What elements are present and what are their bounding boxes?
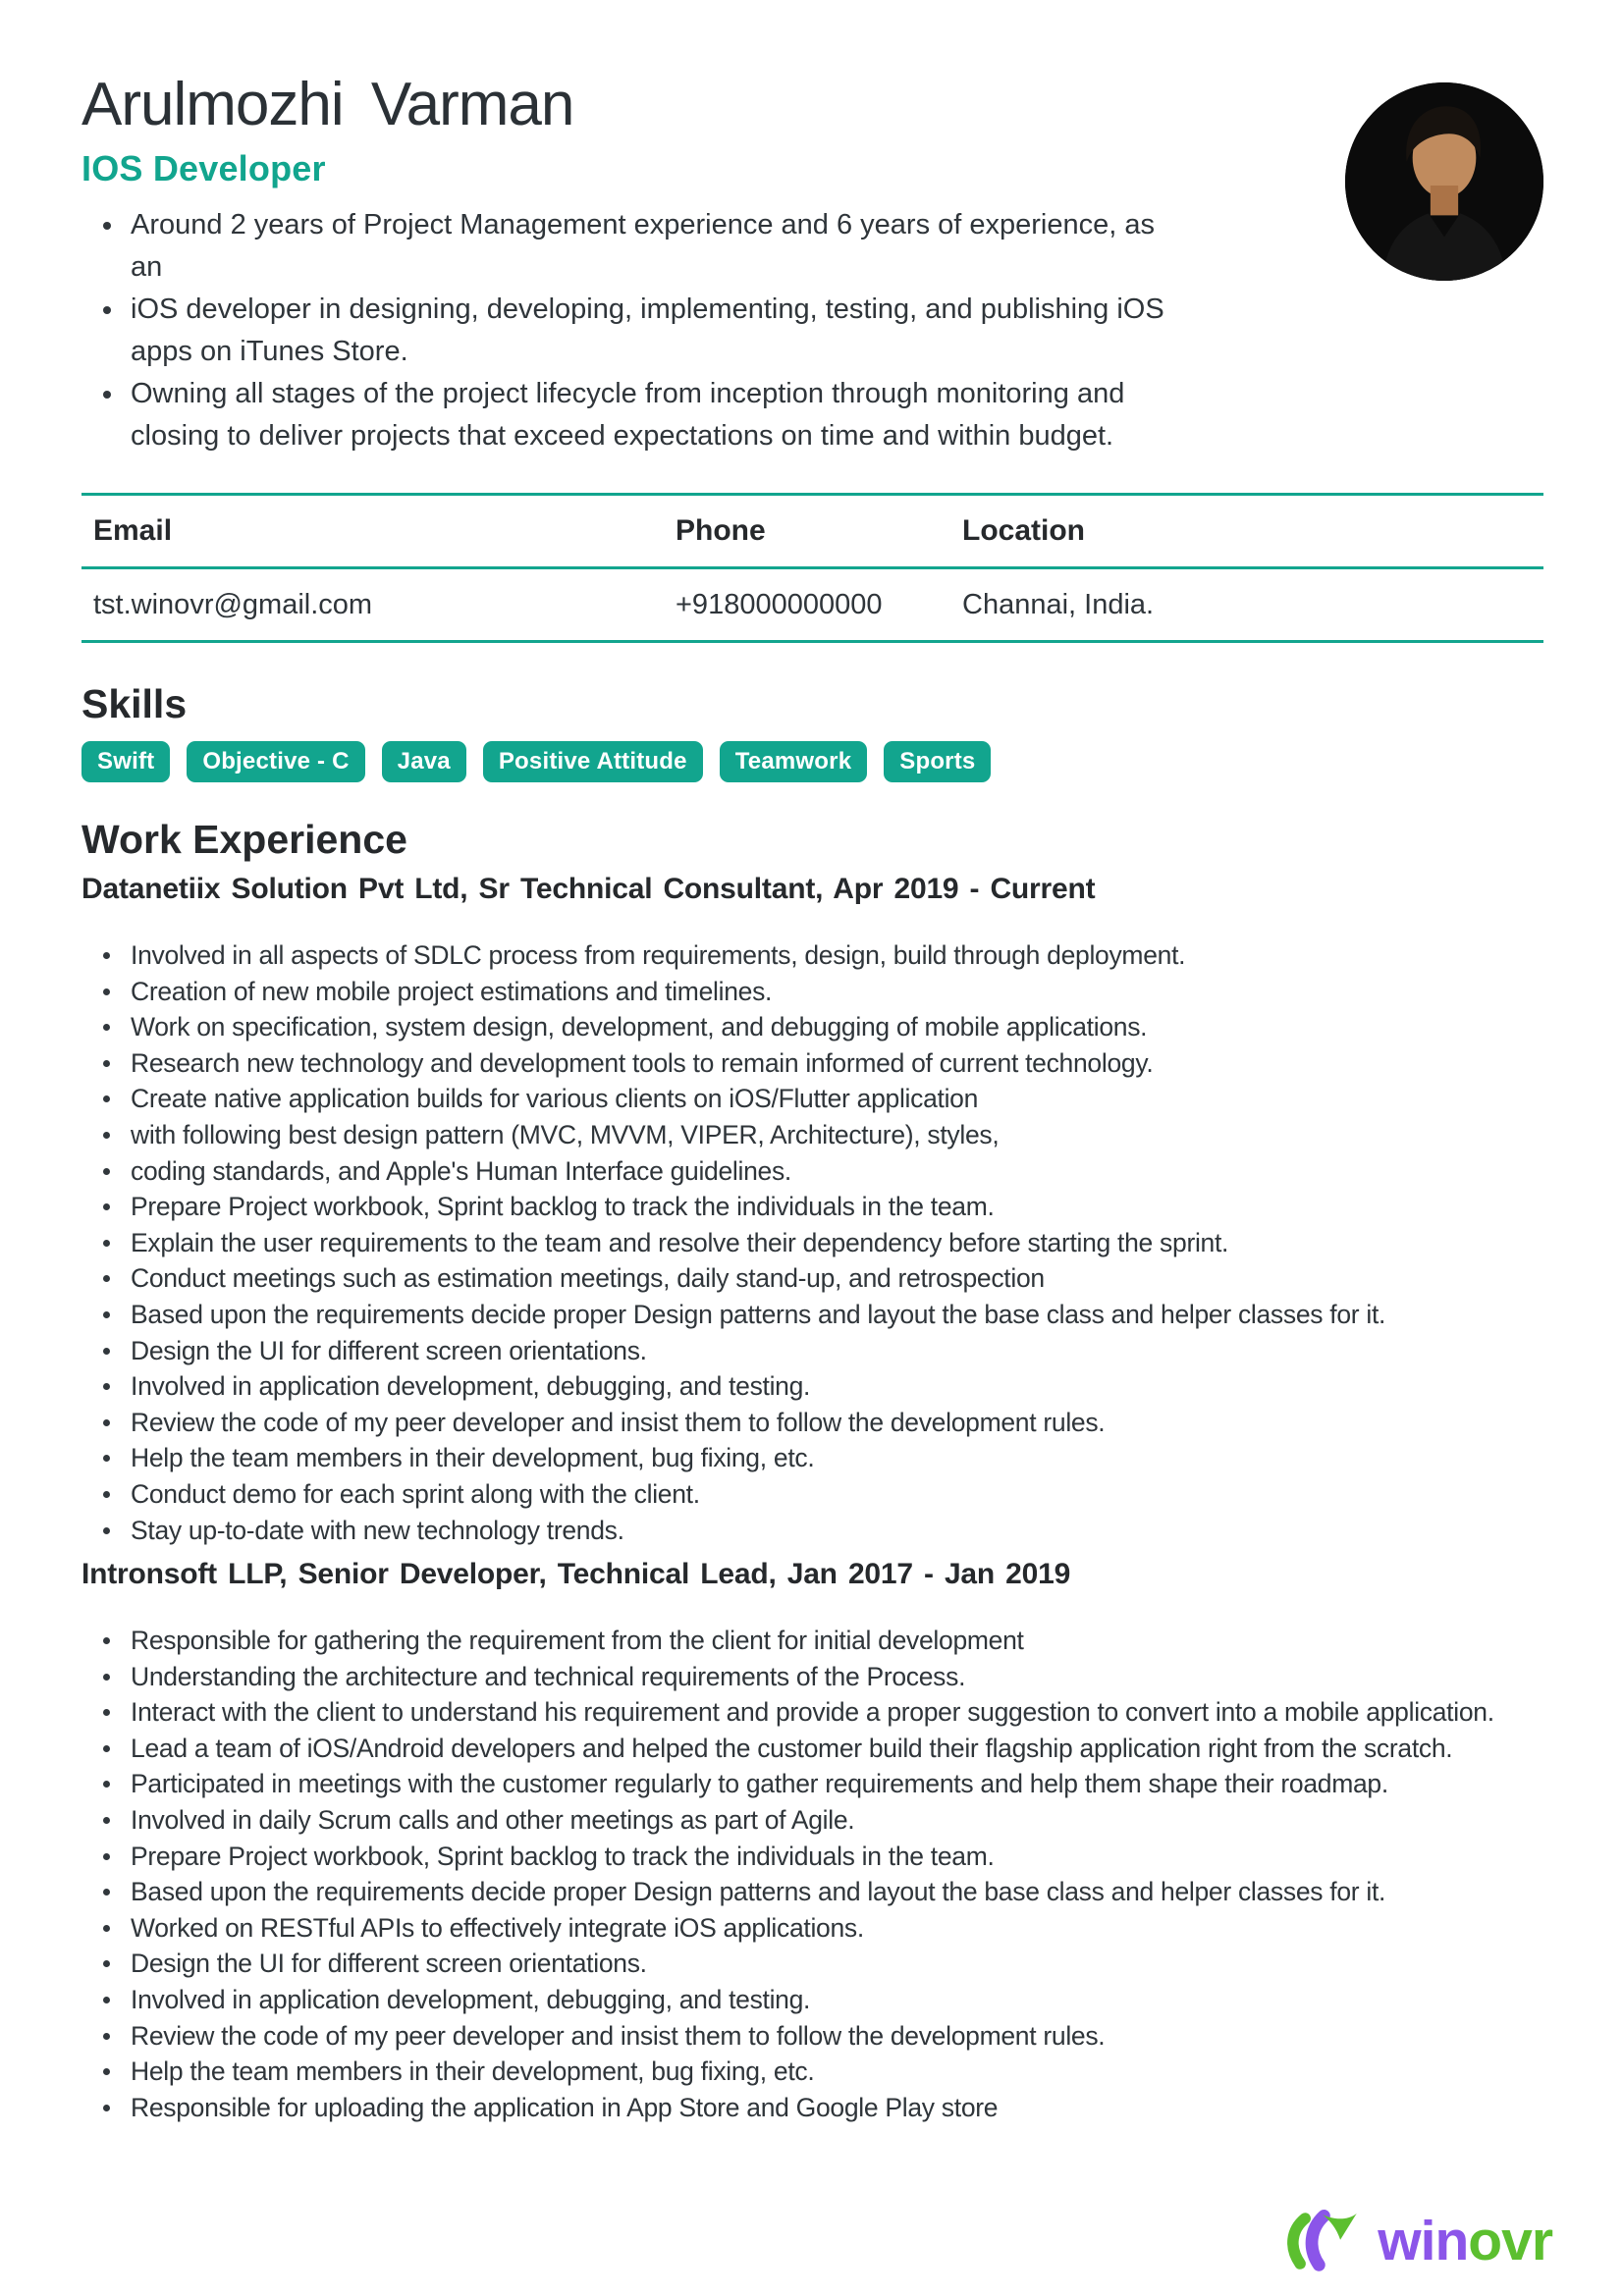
- job-bullet-item: Explain the user requirements to the team and resolve their dependency before starting the sprint.: [81, 1225, 1543, 1261]
- contact-value-row: [81, 569, 1543, 643]
- summary-item: Around 2 years of Project Management experience and 6 years of experience, as an: [81, 204, 1181, 289]
- job-bullet-list: [81, 937, 1543, 1548]
- job-bullet-item: Involved in application development, debugging, and testing.: [81, 1368, 1543, 1405]
- job-bullet-item: Review the code of my peer developer and insist them to follow the development rules.: [81, 1405, 1543, 1441]
- job-bullet-item: Responsible for gathering the requirement from the client for initial development: [81, 1623, 1543, 1659]
- job-heading: Datanetiix Solution Pvt Ltd, Sr Technical Consultant, Apr 2019 - Current: [81, 873, 1096, 905]
- job-bullet-item: Understanding the architecture and technical requirements of the Process.: [81, 1659, 1543, 1695]
- work-experience-heading: Work Experience: [81, 817, 407, 862]
- job-bullet-item: Design the UI for different screen orientations.: [81, 1946, 1543, 1982]
- job-bullet-item: Participated in meetings with the customer regularly to gather requirements and help them shape their roadmap.: [81, 1766, 1543, 1802]
- job-bullet-item: Lead a team of iOS/Android developers and helped the customer build their flagship application right from the scratch.: [81, 1731, 1543, 1767]
- job-bullet-item: Creation of new mobile project estimations and timelines.: [81, 974, 1543, 1010]
- jobs: [81, 873, 1543, 2125]
- header-text: [81, 0, 1345, 457]
- job-title: IOS Developer: [81, 148, 326, 188]
- job-bullet-item: Interact with the client to understand his requirement and provide a proper suggestion to convert into a mobile application.: [81, 1694, 1543, 1731]
- skills-heading: Skills: [81, 681, 188, 726]
- job-bullet-item: Involved in all aspects of SDLC process from requirements, design, build through deployment.: [81, 937, 1543, 974]
- job-bullet-item: Based upon the requirements decide proper Design patterns and layout the base class and helper classes for it.: [81, 1874, 1543, 1910]
- job-bullet-item: Prepare Project workbook, Sprint backlog to track the individuals in the team.: [81, 1189, 1543, 1225]
- winovr-logo-mark: [1283, 2210, 1370, 2272]
- job-bullet-item: Research new technology and development tools to remain informed of current technology.: [81, 1045, 1543, 1082]
- contact-value-cell: +918000000000: [676, 588, 883, 620]
- skill-badge: Teamwork: [720, 741, 868, 782]
- skill-badge: Swift: [81, 741, 170, 782]
- contact-value-cell: tst.winovr@gmail.com: [93, 588, 373, 620]
- job-section: [81, 1558, 1543, 2125]
- summary-list: [81, 204, 1181, 457]
- job-bullet-item: Involved in daily Scrum calls and other meetings as part of Agile.: [81, 1802, 1543, 1839]
- skill-badge: Objective - C: [187, 741, 364, 782]
- avatar: [1345, 82, 1543, 281]
- skill-badges: [81, 741, 1543, 782]
- job-bullet-list: [81, 1623, 1543, 2125]
- job-bullet-item: Work on specification, system design, development, and debugging of mobile applications.: [81, 1009, 1543, 1045]
- job-bullet-item: Prepare Project workbook, Sprint backlog to track the individuals in the team.: [81, 1839, 1543, 1875]
- profile-photo-placeholder: [1345, 82, 1543, 281]
- job-bullet-item: Conduct meetings such as estimation meetings, daily stand-up, and retrospection: [81, 1260, 1543, 1297]
- job-bullet-item: Conduct demo for each sprint along with the client.: [81, 1476, 1543, 1513]
- job-bullet-item: Review the code of my peer developer and insist them to follow the development rules.: [81, 2018, 1543, 2055]
- job-section: [81, 873, 1543, 1548]
- job-bullet-item: Responsible for uploading the application in App Store and Google Play store: [81, 2090, 1543, 2126]
- contact-table: [81, 493, 1543, 643]
- job-bullet-item: Create native application builds for various clients on iOS/Flutter application: [81, 1081, 1543, 1117]
- job-bullet-item: with following best design pattern (MVC, MVVM, VIPER, Architecture), styles,: [81, 1117, 1543, 1153]
- winovr-logo-text: [1378, 2212, 1552, 2270]
- skill-badge: Java: [382, 741, 466, 782]
- job-heading: Intronsoft LLP, Senior Developer, Technical Lead, Jan 2017 - Jan 2019: [81, 1558, 1071, 1591]
- job-bullet-item: Help the team members in their development, bug fixing, etc.: [81, 1440, 1543, 1476]
- job-bullet-item: Based upon the requirements decide proper Design patterns and layout the base class and helper classes for it.: [81, 1297, 1543, 1333]
- job-bullet-item: Worked on RESTful APIs to effectively integrate iOS applications.: [81, 1910, 1543, 1947]
- job-bullet-item: Design the UI for different screen orientations.: [81, 1333, 1543, 1369]
- summary-item: iOS developer in designing, developing, implementing, testing, and publishing iOS apps on iTunes Store.: [81, 289, 1181, 373]
- contact-header-cell: Location: [962, 514, 1085, 547]
- job-bullet-item: Stay up-to-date with new technology trends.: [81, 1513, 1543, 1549]
- skill-badge: Positive Attitude: [483, 741, 703, 782]
- job-bullet-item: Help the team members in their development, bug fixing, etc.: [81, 2054, 1543, 2090]
- header: [81, 0, 1543, 457]
- brand-text-win: win: [1378, 2210, 1469, 2272]
- skill-badge: Sports: [884, 741, 991, 782]
- job-bullet-item: Involved in application development, debugging, and testing.: [81, 1982, 1543, 2018]
- contact-header-cell: Phone: [676, 514, 766, 547]
- candidate-name: Arulmozhi Varman: [81, 71, 574, 138]
- contact-value-cell: Channai, India.: [962, 588, 1155, 620]
- contact-header-cell: Email: [93, 514, 173, 547]
- summary-item: Owning all stages of the project lifecycle from inception through monitoring and closing to deliver projects that exceed expectations on time and within budget.: [81, 373, 1181, 457]
- brand-text-ovr: ovr: [1468, 2210, 1552, 2272]
- job-bullet-item: coding standards, and Apple's Human Interface guidelines.: [81, 1153, 1543, 1190]
- winovr-brand: [1283, 2210, 1552, 2272]
- contact-header-row: [81, 496, 1543, 569]
